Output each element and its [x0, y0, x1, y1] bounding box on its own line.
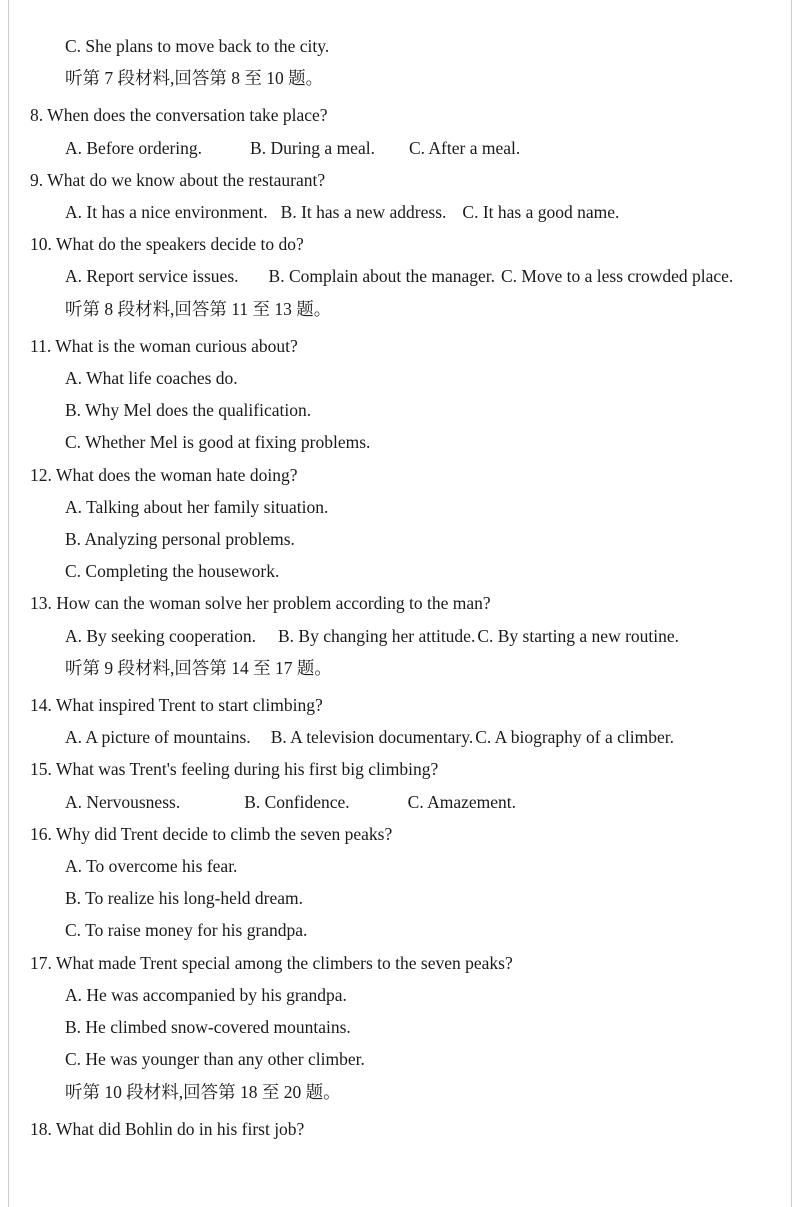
option-line: A. Talking about her family situation. [65, 496, 329, 517]
page-right-edge-line [791, 0, 792, 1207]
option-part: A. It has a nice environment. [65, 202, 268, 223]
question-line: 17. What made Trent special among the climbers to the seven peaks? [30, 952, 513, 973]
options-row [0, 132, 800, 164]
question-line: 9. What do we know about the restaurant? [30, 169, 326, 190]
option-part: B. Complain about the manager. [268, 266, 495, 287]
option-line: B. He climbed snow-covered mountains. [65, 1017, 351, 1038]
option-part: A. Nervousness. [65, 791, 181, 812]
question-line: 16. Why did Trent decide to climb the seven peaks? [30, 823, 393, 844]
option-line: C. He was younger than any other climber. [65, 1049, 365, 1070]
exam-content [0, 30, 800, 1145]
option-part: B. A television documentary. [270, 727, 474, 748]
options-row [0, 260, 800, 292]
material-instruction-line: 听第 10 段材料,回答第 18 至 20 题。 [65, 1081, 341, 1102]
option-part: C. Amazement. [407, 791, 517, 812]
option-line: B. Analyzing personal problems. [65, 529, 295, 550]
page-left-edge-line [8, 0, 9, 1207]
option-line: C. Completing the housework. [65, 561, 280, 582]
option-part: A. Report service issues. [65, 266, 239, 287]
option-part: B. During a meal. [250, 137, 375, 158]
question-line: 13. How can the woman solve her problem according to the man? [30, 593, 491, 614]
question-line: 15. What was Trent's feeling during his first big climbing? [30, 759, 439, 780]
option-part: B. By changing her attitude. [278, 625, 476, 646]
option-part: B. It has a new address. [280, 202, 447, 223]
option-line: A. What life coaches do. [65, 368, 238, 389]
options-row [0, 786, 800, 818]
material-instruction-line: 听第 8 段材料,回答第 11 至 13 题。 [65, 298, 332, 319]
option-line: A. To overcome his fear. [65, 856, 238, 877]
option-line: C. She plans to move back to the city. [65, 36, 330, 56]
question-line: 14. What inspired Trent to start climbing? [30, 695, 323, 716]
option-line: A. He was accompanied by his grandpa. [65, 984, 347, 1005]
option-part: A. A picture of mountains. [65, 727, 251, 748]
option-line: C. Whether Mel is good at fixing problems. [65, 432, 371, 453]
option-part: B. Confidence. [244, 791, 350, 812]
question-line: 8. When does the conversation take place? [30, 105, 328, 126]
option-part: C. A biography of a climber. [475, 727, 674, 748]
option-part: C. It has a good name. [462, 202, 620, 223]
option-line: B. To realize his long-held dream. [65, 888, 304, 909]
option-part: C. By starting a new routine. [477, 625, 680, 646]
options-row [0, 721, 800, 753]
option-part: A. Before ordering. [65, 137, 203, 158]
question-line: 18. What did Bohlin do in his first job? [30, 1118, 305, 1139]
material-instruction-line: 听第 9 段材料,回答第 14 至 17 题。 [65, 657, 332, 678]
option-part: C. After a meal. [408, 137, 521, 158]
option-line: B. Why Mel does the qualification. [65, 400, 312, 421]
material-instruction-line: 听第 7 段材料,回答第 8 至 10 题。 [65, 68, 324, 89]
options-row [0, 196, 800, 228]
options-row [0, 620, 800, 652]
option-part: A. By seeking cooperation. [65, 625, 256, 646]
question-line: 12. What does the woman hate doing? [30, 464, 298, 485]
option-part: C. Move to a less crowded place. [501, 266, 734, 287]
question-line: 11. What is the woman curious about? [30, 335, 298, 356]
question-line: 10. What do the speakers decide to do? [30, 234, 304, 255]
option-line: C. To raise money for his grandpa. [65, 920, 308, 941]
